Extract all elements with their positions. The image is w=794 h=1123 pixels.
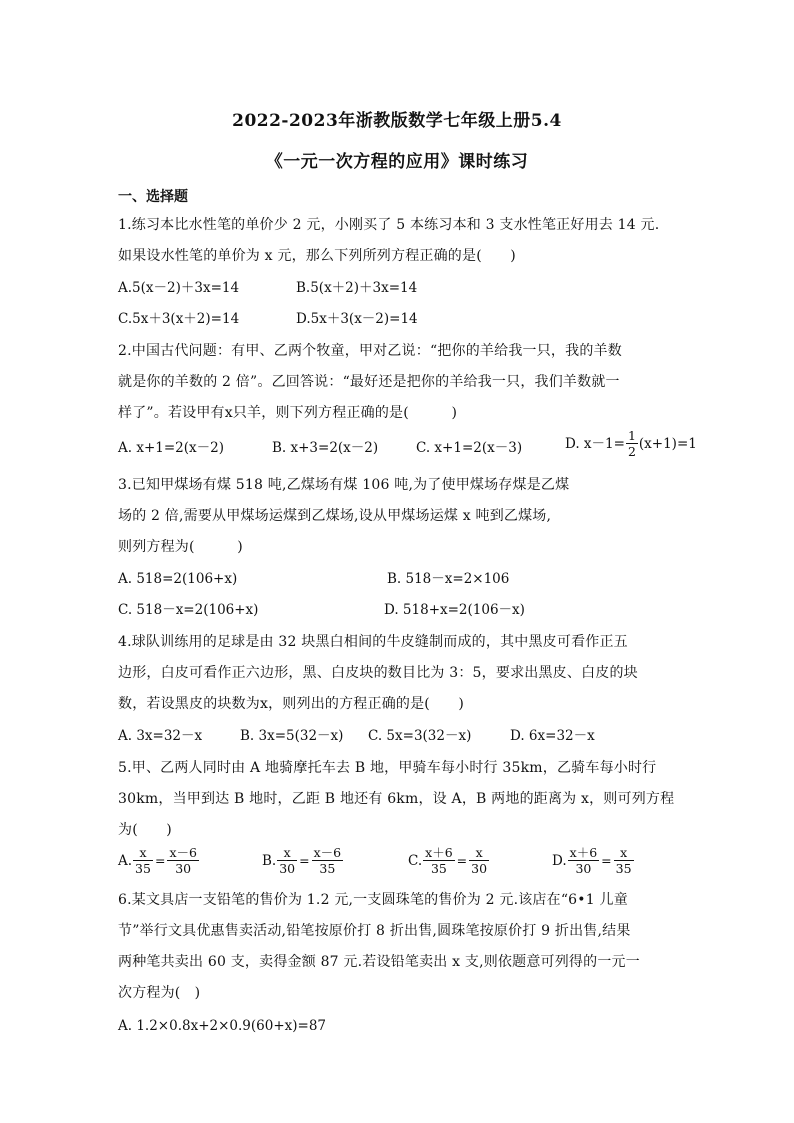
question-5-option-c xyxy=(408,845,490,876)
question-5-line-1: 5.甲、乙两人同时由 A 地骑摩托车去 B 地，甲骑车每小时行 35km，乙骑车每小时行 xyxy=(118,760,657,776)
question-3-line-3: 则列方程为( ) xyxy=(118,539,243,555)
question-1-option-b: B.5(x＋2)＋3x=14 xyxy=(296,280,418,296)
fraction xyxy=(626,428,638,459)
question-1-line-1: 1.练习本比水性笔的单价少 2 元，小刚买了 5 本练习本和 3 支水性笔正好用去 14 元. xyxy=(118,217,660,233)
fraction xyxy=(167,845,199,876)
question-5-option-b xyxy=(262,845,344,876)
question-6-line-3: 两种笔共卖出 60 支，卖得金额 87 元.若设铅笔卖出 x 支,则依题意可列得的一元一 xyxy=(118,954,640,970)
fraction-denominator: 35 xyxy=(135,861,151,876)
question-1-option-c: C.5x＋3(x＋2)=14 xyxy=(118,311,240,327)
question-3-option-c: C. 518－x=2(106+x) xyxy=(118,602,259,618)
question-2-option-d xyxy=(565,428,697,459)
question-6-line-2: 节”举行文具优惠售卖活动,铅笔按原价打 8 折出售,圆珠笔按原价打 9 折出售,结果 xyxy=(118,923,631,939)
question-3-line-1: 3.已知甲煤场有煤 518 吨,乙煤场有煤 106 吨,为了使甲煤场存煤是乙煤 xyxy=(118,477,570,493)
question-4-option-a: A. 3x=32－x xyxy=(118,728,203,744)
question-2-option-b: B. x+3=2(x－2) xyxy=(272,440,379,456)
option-label: C. xyxy=(408,852,423,869)
fraction xyxy=(312,845,344,876)
fraction xyxy=(469,845,489,876)
question-5-line-3: 为( ) xyxy=(118,822,172,838)
question-1-option-d: D.5x＋3(x－2)=14 xyxy=(296,311,418,327)
question-2-line-1: 2.中国古代问题：有甲、乙两个牧童，甲对乙说：“把你的羊给我一只，我的羊数 xyxy=(118,343,622,359)
fraction-numerator: x＋6 xyxy=(569,845,598,860)
fraction-numerator: x xyxy=(133,845,153,861)
fraction-numerator: x xyxy=(614,845,634,861)
question-2-option-c: C. x+1=2(x－3) xyxy=(416,440,523,456)
question-2-option-d-prefix: D. x－1= xyxy=(565,435,625,452)
fraction-denominator: 30 xyxy=(575,861,592,876)
fraction xyxy=(568,845,600,876)
fraction-denominator: 35 xyxy=(430,861,447,876)
fraction xyxy=(277,845,297,876)
question-5-line-2: 30km，当甲到达 B 地时，乙距 B 地还有 6km，设 A，B 两地的距离为 x，则可列方程 xyxy=(118,791,675,807)
question-1-line-2: 如果设水性笔的单价为 x 元，那么下列所列方程正确的是( ) xyxy=(118,248,516,264)
question-3-option-d: D. 518+x=2(106－x) xyxy=(384,602,525,618)
fraction-denominator: 30 xyxy=(175,861,192,876)
question-3-option-a: A. 518=2(106+x) xyxy=(118,571,238,587)
fraction-numerator: x－6 xyxy=(313,845,342,860)
question-4-option-d: D. 6x=32－x xyxy=(510,728,595,744)
question-3-option-b: B. 518－x=2×106 xyxy=(387,571,510,587)
equals-sign: = xyxy=(456,852,468,868)
section-heading: 一、选择题 xyxy=(118,189,188,205)
question-4-line-1: 4.球队训练用的足球是由 32 块黑白相间的牛皮缝制而成的，其中黑皮可看作正五 xyxy=(118,634,628,650)
fraction-denominator: 35 xyxy=(615,861,632,876)
option-label: D. xyxy=(552,852,567,869)
fraction-denominator: 35 xyxy=(319,861,336,876)
fraction xyxy=(133,845,153,876)
question-5-option-d xyxy=(552,845,635,876)
question-2-line-2: 就是你的羊数的 2 倍”。乙回答说：“最好还是把你的羊给我一只，我们羊数就一 xyxy=(118,374,620,390)
equals-sign: = xyxy=(299,852,310,868)
fraction-denominator: 30 xyxy=(471,861,488,876)
fraction xyxy=(423,845,455,876)
fraction-numerator: x－6 xyxy=(169,845,197,860)
fraction-numerator: x＋6 xyxy=(425,845,453,860)
question-6-line-1: 6.某文具店一支铅笔的售价为 1.2 元,一支圆珠笔的售价为 2 元.该店在“6•1 儿童 xyxy=(118,892,628,908)
fraction-numerator: 1 xyxy=(627,428,636,443)
question-6-line-4: 次方程为( ) xyxy=(118,985,201,1001)
equals-sign: = xyxy=(601,852,612,868)
fraction-denominator: 2 xyxy=(627,444,636,459)
fraction xyxy=(614,845,634,876)
question-4-option-c: C. 5x=3(32－x) xyxy=(368,728,472,744)
question-4-option-b: B. 3x=5(32－x) xyxy=(240,728,344,744)
question-4-line-2: 边形，白皮可看作正六边形，黑、白皮块的数目比为 3：5，要求出黑皮、白皮的块 xyxy=(118,665,638,681)
question-2-option-d-suffix: (x+1)=1 xyxy=(638,435,697,452)
question-5-option-a xyxy=(118,845,200,876)
page-title: 2022-2023年浙教版数学七年级上册5.4 xyxy=(232,111,562,131)
fraction-denominator: 30 xyxy=(279,861,296,876)
question-3-line-2: 场的 2 倍,需要从甲煤场运煤到乙煤场,设从甲煤场运煤 x 吨到乙煤场, xyxy=(118,508,552,524)
equals-sign: = xyxy=(154,852,166,868)
question-2-line-3: 样了”。若设甲有x只羊，则下列方程正确的是( ) xyxy=(118,405,458,421)
option-label: A. xyxy=(118,852,133,869)
option-label: B. xyxy=(262,852,277,869)
fraction-numerator: x xyxy=(469,845,489,861)
page-subtitle: 《一元一次方程的应用》课时练习 xyxy=(265,152,529,172)
question-2-option-a: A. x+1=2(x－2) xyxy=(118,440,224,456)
question-1-option-a: A.5(x－2)＋3x=14 xyxy=(118,280,240,296)
fraction-numerator: x xyxy=(277,845,297,861)
question-6-option-a: A. 1.2×0.8x+2×0.9(60+x)=87 xyxy=(118,1018,327,1034)
question-4-line-3: 数，若设黑皮的块数为x，则列出的方程正确的是( ) xyxy=(118,696,465,712)
